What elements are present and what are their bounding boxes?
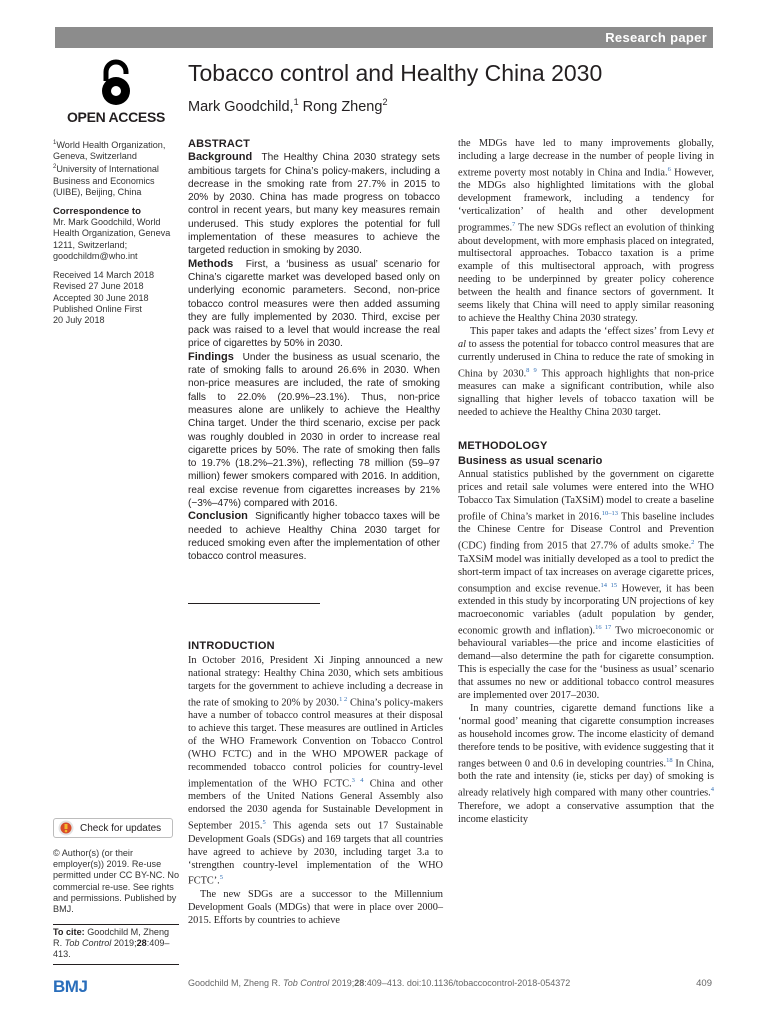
abstract [188,138,440,564]
author-name[interactable]: Rong Zheng [298,98,383,115]
text: China’s policy-makers have a number of tobacco control measures at their disposal to achieve this target. These measures are outlined in Articles of the WHO Framework Convention on Tobacco Control (WHO FCTC) and in the WHO MPOWER package of recommended tobacco control policies for country-level implementation of the WHO FCTC. [188,697,443,790]
methods-text: First, a ‘business as usual’ scenario for China’s cigarette market was developed based only on underlying economic parameters. Second, non-price tobacco control measures were then added assuming they are fully implemented by 2030. Third, excise per pack was raised to a level that would increase the real price of cigarettes by 50% in 2030. [188,258,440,350]
methods-paragraph-1 [458,469,714,703]
cite-authors: Goodchild M, Zheng R. [53,927,170,949]
text: Annual statistics published by the government on cigarette prices and retail sale volumes were entered into the WHO Tobacco Tax Simulation (TaXSiM) model to create a baseline profile of China’s market in 2016. [458,469,714,523]
citation-ref[interactable]: 4 [710,786,714,794]
citation-ref[interactable]: 5 [262,819,266,827]
bau-subheading: Business as usual scenario [458,455,603,468]
background-text: The Healthy China 2030 strategy sets ambitious targets for China’s policy-makers, including a decrease in the smoking rate from 27.7% in 2015 to 20% by 2030. China has made progress on tobacco control in recent years, but many key measures remain underused. This study explores the potential for full implementation of these measures to achieve the targeted reduction in smoking by 2030. [188,152,440,257]
abstract-findings [188,351,440,511]
text: the MDGs have led to many improvements globally, including a large decrease in the number of people living in extreme poverty most notably in China and India. [458,138,714,179]
article-title: Tobacco control and Healthy China 2030 [188,60,603,86]
citation-ref[interactable]: 3 4 [351,776,364,784]
intro-paragraph-3 [458,138,714,326]
cite-journal: Tob Control [64,938,112,949]
methods-paragraph-2 [458,703,714,826]
correspondence-text[interactable]: Mr. Mark Goodchild, World Health Organization, Geneva 1211, Switzerland; goodchildm@who.int [53,217,171,261]
text: However, it has been extended in this study by incorporating UN projections of key macroeconomic variables (adult population by gender, economic growth and inflation). [458,583,714,637]
citation-ref[interactable]: 1 2 [339,695,348,703]
conclusion-text: Significantly higher tobacco taxes will be needed to achieve Healthy China 2030 target for reduced smoking even after the implementation of other tobacco control measures. [188,511,440,563]
text: This agenda sets out 17 Sustainable Development Goals (SDGs) and 169 targets that all countries have agreed to achieve by 2030, including target 3.a to ‘strengthen country-level implementation of the WHO FCTC’. [188,820,444,887]
text: In many countries, cigarette demand functions like a ‘normal good’ meaning that cigarette consumption increases as household incomes grow. The income elasticity of demand therefore tends to be positive, with evidence suggesting that it ranges between 0 and 0.6 in developing countries. [458,703,714,770]
introduction-heading: INTRODUCTION [188,640,275,652]
page-number: 409 [696,978,712,989]
abstract-methods [188,258,440,351]
intro-paragraph-1 [188,655,443,889]
text: China and other members of the United Nations General Assembly also endorsed the 2030 agenda for Sustainable Development in September 2015. [188,778,444,832]
footer-citation [188,978,571,988]
date-published-label: Published Online First [53,303,142,314]
author-list [188,97,387,115]
doi[interactable]: :409–413. doi:10.1136/tobaccocontrol-2018-054372 [364,978,571,988]
findings-text: Under the business as usual scenario, the rate of smoking falls to around 26.6% in 2030. When non-price measures are included, the rate of smoking falls to 22.0% (20.9%–23.1%). Thus, non-price measures alone are unlikely to achieve the Healthy China target. Under the third scenario, excise per pack was roughly doubled in 2030 in order to increase real cigarette prices by 50%. The rate of smoking then falls to 19.7% (18.2%–21.3%), reflecting 78 million (59–97 million) fewer smokers compared with 2016. In addition, real excise revenue from cigarettes increases by 21% (−3%–47%) compared with 2016. [188,351,441,510]
open-access-lock-icon [96,59,136,107]
date-published: 20 July 2018 [53,314,105,325]
affiliation-2: University of International Business and Economics (UIBE), Beijing, China [53,164,159,197]
citation-ref[interactable]: 6 [667,165,671,173]
abstract-heading: ABSTRACT [188,138,251,150]
volume: 28 [354,978,365,988]
affiliation-ref: 1 [293,97,299,107]
text: to assess the potential for tobacco control measures that are currently underused in China to reduce the rate of smoking in China by 2030. [458,339,714,380]
open-access-label: OPEN ACCESS [66,109,166,125]
abstract-background [188,151,440,257]
citation-ref[interactable]: 14 15 [600,581,618,589]
journal: Tob Control [283,978,330,988]
conclusion-label: Conclusion [188,510,248,523]
author-name[interactable]: Mark Goodchild, [188,98,294,115]
introduction-column [188,640,443,928]
cite-label: To cite: [53,927,85,937]
affiliations [53,138,179,198]
affiliation-ref: 2 [382,97,388,107]
text: 2019; [329,978,355,988]
affiliation-number: 1 [53,140,57,146]
text: Two microeconomic or behavioural variables—the price and income elasticities of demand—also determine the path for cigarette consumption. This is especially the case for the ‘business as usual’ scenario that assumes no new or additional tobacco control measures are implemented over 2017–2030. [458,625,714,702]
cite-volume: 28 [136,938,147,949]
date-revised: Revised 27 June 2018 [53,281,144,292]
text: Therefore, we adopt a conservative assumption that the income elasticity [458,800,714,825]
citation-ref[interactable]: 10–13 [601,510,618,518]
cite-year: 2019; [113,938,137,949]
findings-label: Findings [188,350,234,363]
license-statement: © Author(s) (or their employer(s)) 2019. Re-use permitted under CC BY-NC. No commercial re-use. See rights and permissions. Published by BMJ. [53,848,180,915]
bmj-logo[interactable]: BMJ [53,977,88,996]
abstract-conclusion [188,510,440,563]
correspondence [53,206,179,262]
date-received: Received 14 March 2018 [53,270,155,281]
citation-ref[interactable]: 8 9 [526,367,537,375]
text: This approach highlights that non-price measures can make a significant contribution, while also signalling that higher levels of tobacco taxation will be needed to achieve the Healthy China 2030 target. [458,368,714,419]
citation-ref[interactable]: 7 [512,221,516,229]
cite-pages: :409–413. [53,938,170,960]
text: Goodchild M, Zheng R. [188,978,284,988]
background-label: Background [188,151,253,164]
article-type-banner: Research paper [55,27,713,48]
affiliation-number: 2 [53,164,57,171]
citation-ref[interactable]: 5 [219,874,224,882]
text: In China, both the rate and intensity (ie, sticks per day) of smoking is already relatively high compared with many other countries. [458,758,714,799]
right-column [458,138,714,827]
citation-ref[interactable]: 16 17 [595,623,612,631]
affiliation-1: World Health Organization, Geneva, Switzerland [53,140,166,162]
methodology-heading: METHODOLOGY [458,440,548,453]
check-updates-label: Check for updates [80,822,162,834]
date-accepted: Accepted 30 June 2018 [53,292,149,303]
how-to-cite [53,924,179,965]
correspondence-heading: Correspondence to [53,206,141,218]
check-for-updates-button[interactable] [53,818,173,838]
text: The new SDGs reflect an evolution of thinking about development, with more emphasis placed on integrated, multisectoral approaches. Tobacco taxation is a prime example of this multisectoral approach, with progress needing to be underpinned by greater policy coherence between the health and finance sectors of government. It seems likely that China will need to apply similar reasoning to achieve the Healthy China 2030 strategy. [458,222,714,325]
text: In October 2016, President Xi Jinping announced a new national strategy: Healthy China 2030, which sets ambitious targets for the government to achieve including a decrease in the rate of smoking to 20% by 2030. [188,654,443,709]
article-sidebar [53,138,179,334]
citation-ref[interactable]: 18 [666,756,673,764]
citation-ref[interactable]: 2 [691,539,695,547]
intro-paragraph-4 [458,326,714,420]
abstract-divider [188,603,320,604]
methods-label: Methods [188,257,234,270]
text: This baseline includes the Chinese Centre for Disease Control and Prevention (CDC) finding from 2015 that 27.7% of adults smoke. [458,511,714,552]
et-al: et al [458,326,714,351]
text: The TaXSiM model was initially developed as a tool to predict the short-term impact of tax increases on average cigarette prices, consumption and excise revenue. [458,540,714,595]
article-dates [53,270,179,326]
check-updates-icon [58,820,74,836]
text: However, the MDGs also highlighted limitations with the global development framework, including a tendency for ‘verticalization’ of health and other development programmes. [458,167,714,234]
intro-paragraph-2: The new SDGs are a successor to the Millennium Development Goals (MDGs) that were in place over 2000–2015. Efforts by countries to achieve [188,888,443,926]
text: This paper takes and adapts the ‘effect sizes’ from Levy [470,326,707,338]
